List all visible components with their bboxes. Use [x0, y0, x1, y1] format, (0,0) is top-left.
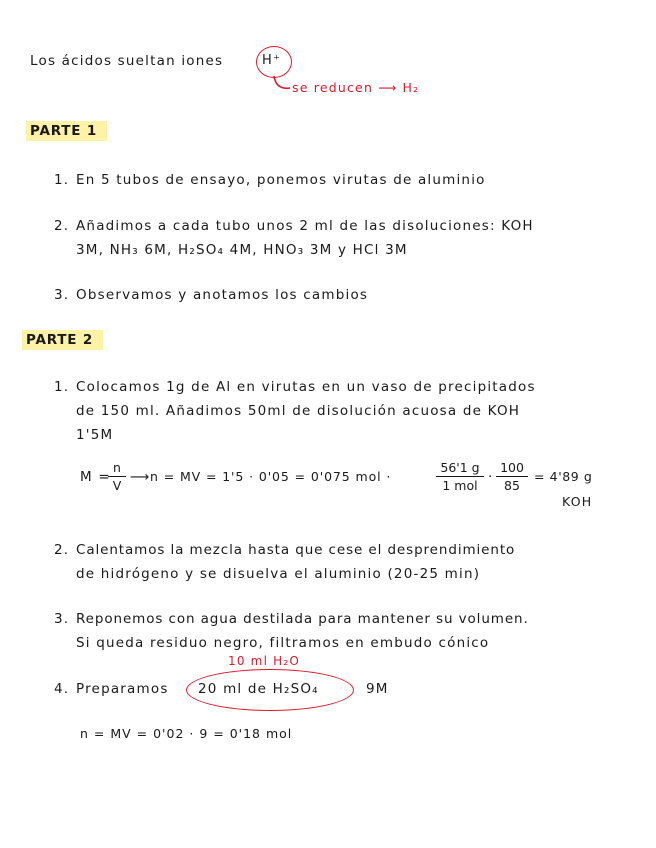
p2-step4-num: 4. [54, 681, 70, 697]
intro-annotation: se reducen ⟶ H₂ [292, 80, 420, 95]
p2-step1-line3: 1'5M [76, 427, 114, 443]
calc-n-eq: n = MV = 1'5 · 0'05 = 0'075 mol · [150, 469, 392, 484]
calc-arrow: ⟶ [130, 469, 151, 485]
p2-step3-line1: Reponemos con agua destilada para mantener su volumen. [76, 611, 529, 627]
p2-step1-line1: Colocamos 1g de Al en virutas en un vaso de precipitados [76, 379, 536, 395]
p2-step1-num: 1. [54, 379, 70, 395]
p2-step4-note: 10 ml H₂O [228, 654, 301, 668]
p2-step4-calc: n = MV = 0'02 · 9 = 0'18 mol [80, 726, 293, 741]
p2-step4-suffix: 9M [366, 681, 389, 697]
p2-step3-num: 3. [54, 611, 70, 627]
p2-step3-line2: Si queda residuo negro, filtramos en embudo cónico [76, 635, 490, 651]
calc-m-fraction [108, 460, 126, 493]
calc-f1-num: 56'1 g [436, 460, 484, 477]
p1-step3-text: Observamos y anotamos los cambios [76, 287, 369, 303]
calc-fraction-molar-mass [436, 460, 484, 493]
calc-fraction-purity [496, 460, 528, 493]
p1-step2-line1: Añadimos a cada tubo unos 2 ml de las disoluciones: KOH [76, 218, 534, 234]
p2-step2-line1: Calentamos la mezcla hasta que cese el desprendimiento [76, 542, 516, 558]
calc-dot: · [488, 469, 494, 485]
calc-f2-den: 85 [504, 478, 520, 493]
p1-step1-num: 1. [54, 172, 70, 188]
calc-f1-den: 1 mol [442, 478, 478, 493]
p2-step2-num: 2. [54, 542, 70, 558]
calc-m-eq: M = [80, 469, 111, 485]
parte1-heading: PARTE 1 [26, 121, 107, 141]
p2-step4-circled: 20 ml de H₂SO₄ [198, 681, 319, 697]
calc-m-num: n [108, 460, 126, 477]
p1-step2-num: 2. [54, 218, 70, 234]
calc-m-den: V [112, 478, 122, 493]
intro-text: Los ácidos sueltan iones [30, 53, 224, 69]
p1-step3-num: 3. [54, 287, 70, 303]
p2-step2-line2: de hidrógeno y se disuelva el aluminio (20-25 min) [76, 566, 481, 582]
calc-result: = 4'89 g [534, 469, 593, 484]
p1-step2-line2: 3M, NH₃ 6M, H₂SO₄ 4M, HNO₃ 3M y HCl 3M [76, 242, 408, 258]
ion-label: H⁺ [262, 53, 282, 68]
calc-result-unit: KOH [562, 494, 593, 509]
calc-f2-num: 100 [496, 460, 528, 477]
p2-step4-prefix: Preparamos [76, 681, 169, 697]
p1-step1-text: En 5 tubos de ensayo, ponemos virutas de aluminio [76, 172, 486, 188]
p2-step1-line2: de 150 ml. Añadimos 50ml de disolución acuosa de KOH [76, 403, 521, 419]
parte2-heading: PARTE 2 [22, 330, 103, 350]
